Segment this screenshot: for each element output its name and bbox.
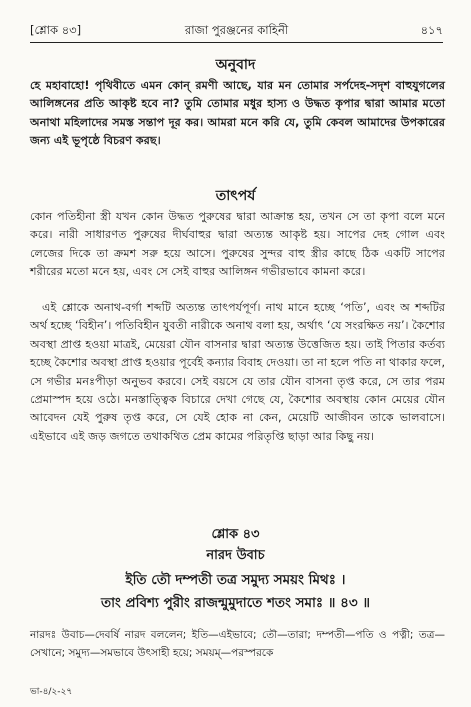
chapter-title: রাজা পুরঞ্জনের কাহিনী bbox=[184, 23, 289, 37]
purport-paragraph-2: এই শ্লোকে অনাথ-বর্গা শব্দটি অত্যন্ত তাৎপর্যপূর্ণ। নাথ মানে হচ্ছে ‘পতি’, এবং অ শব্দটির অর্থ হচ্ছে ‘বিহীন’। পতিবিহীন যুবতী নারীকে অনাথ বলা হয়, অর্থাৎ ‘যে সংরক্ষিত নয়’। কৈশোর অবস্থা প্রাপ্ত হওয়া মাত্রই, মেয়েরা যৌন বাসনার দ্বারা অত্যন্ত উত্তেজিত হয়। তাই পিতার কর্তব্য হচ্ছে কৈশোর অবস্থা প্রাপ্ত হওয়ার পূর্বেই কন্যার বিবাহ দেওয়া। তা না হলে পতি না থাকার ফলে, সে গভীর মনঃপীড়া অনুভব করবে। সেই বয়সে যে তার যৌন বাসনা তৃপ্ত করে, সে তার পরম প্রেমাস্পদ হয়ে ওঠে। মনস্তাত্ত্বিক বিচারে দেখা গেছে যে, কৈশোর অবস্থায় কোন মেয়ের যৌন আবেদন যেই পুরুষ তৃপ্ত করে, সে যেই হোক না কেন, মেয়েটি আজীবন তাকে ভালবাসে। এইভাবে এই জড় জগতে তথাকথিত প্রেম কামের পরিতৃপ্তি ছাড়া আর কিছু নয়। bbox=[30, 301, 445, 443]
purport-paragraph-1: কোন পতিহীনা স্ত্রী যখন কোন উদ্ধত পুরুষের দ্বারা আক্রান্ত হয়, তখন সে তা কৃপা বলে মনে করে। নারী সাধারণত পুরুষের দীর্ঘবাহুর দ্বারা অত্যন্ত আকৃষ্ট হয়। সাপের দেহ গোল এবং লেজের দিকে তা ক্রমশ সরু হয়ে আসে। পুরুষের সুন্দর বাহু স্ত্রীর কাছে ঠিক একটি সাপের শরীরের মতো মনে হয়, এবং সে সেই বাহুর আলিঙ্গন গভীরভাবে কামনা করে। bbox=[30, 210, 445, 279]
translation-heading: অনুবাদ bbox=[215, 57, 256, 73]
verse-number: শ্লোক ৪৩ bbox=[211, 527, 260, 542]
page-header bbox=[30, 22, 443, 44]
synonyms-text: নারদঃ উবাচ—দেবর্ষি নারদ বললেন; ইতি—এইভাবে; তৌ—তারা; দম্পতী—পতি ও পত্নী; তত্র—সেখানে; সমুদ্য—সমভাবে উৎসাহী হয়ে; সময়ম্—পরস্পরকে bbox=[30, 629, 445, 659]
printer-signature: ভা-৪/২-২৭ bbox=[30, 687, 73, 697]
verse-speaker: নারদ উবাচ bbox=[206, 548, 265, 563]
verse-reference: [শ্লোক ৪৩] bbox=[30, 23, 82, 37]
verse-line-2: তাং প্রবিশ্য পুরীং রাজন্মুমুদাতে শতং সমাঃ ॥ ৪৩ ॥ bbox=[100, 595, 371, 611]
verse-line-1: ইতি তৌ দম্পতী তত্র সমুদ্য সময়ং মিথঃ । bbox=[125, 572, 346, 588]
purport-heading: তাৎপর্য bbox=[215, 188, 256, 204]
page-number: ৪১৭ bbox=[420, 23, 443, 37]
translation-text: হে মহাবাহো! পৃথিবীতে এমন কোন্ রমণী আছে, যার মন তোমার সর্পদেহ-সদৃশ বাহুযুগলের আলিঙ্গনের প্রতি আকৃষ্ট হবে না? তুমি তোমার মধুর হাস্য ও উদ্ধত কৃপার দ্বারা আমার মতো অনাথা মহিলাদের সমস্ত সন্তাপ দূর কর। আমরা মনে করি যে, তুমি কেবল আমাদের উপকারের জন্য এই ভূপৃষ্ঠে বিচরণ করছ। bbox=[30, 79, 445, 148]
header-rule bbox=[30, 42, 443, 43]
